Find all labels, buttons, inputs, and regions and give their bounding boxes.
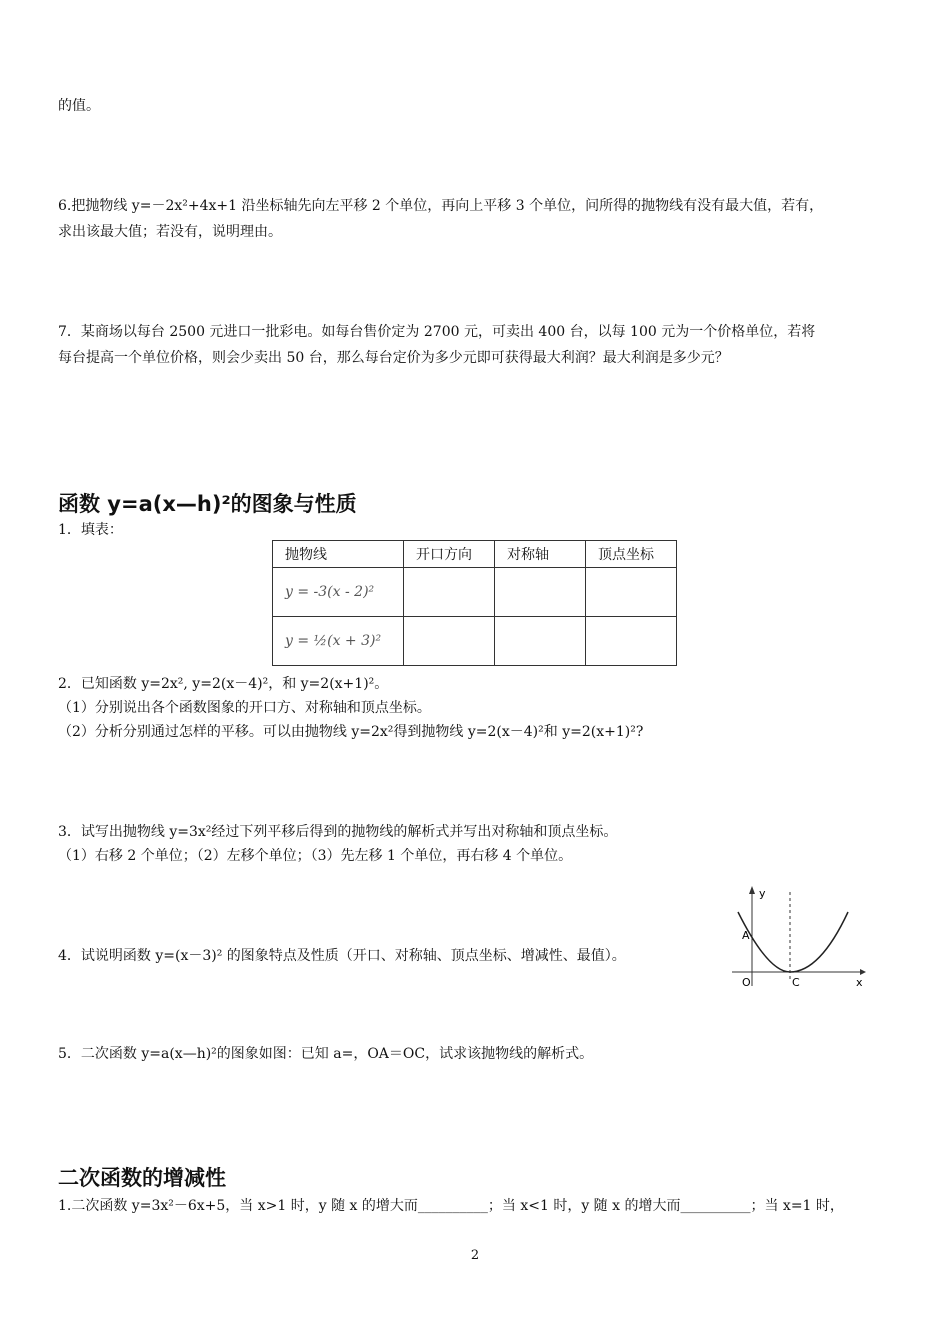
table-cell-empty[interactable] xyxy=(586,568,677,617)
label-y: y xyxy=(759,887,766,900)
label-c: C xyxy=(792,976,800,989)
table-cell-formula xyxy=(273,617,404,666)
section-2-q1: 1.二次函数 y=3x²－6x+5，当 x>1 时，y 随 x 的增大而__________；当 x<1 时，y 随 x 的增大而__________；当 x=1 时， xyxy=(58,1198,844,1214)
section-1-q5: 5．二次函数 y=a(x—h)²的图象如图：已知 a=，OA＝OC，试求该抛物线的解析式。 xyxy=(58,1046,594,1062)
label-a: A xyxy=(742,929,750,942)
table-row xyxy=(273,568,677,617)
page-number: 2 xyxy=(470,1248,480,1263)
section-2-title: 二次函数的增减性 xyxy=(58,1166,226,1190)
label-o: O xyxy=(742,976,751,989)
table-header: 顶点坐标 xyxy=(586,541,677,568)
formula-text: y = -3(x - 2)² xyxy=(285,584,375,600)
section-1-q4: 4．试说明函数 y=(x－3)² 的图象特点及性质（开口、对称轴、顶点坐标、增减性、最值）。 xyxy=(58,948,626,964)
question-6-line-2: 求出该最大值；若没有，说明理由。 xyxy=(58,224,282,240)
parabola-curve xyxy=(738,912,848,972)
formula-text: y = ½(x + 3)² xyxy=(285,633,382,649)
table-cell-formula xyxy=(273,568,404,617)
x-axis-arrow xyxy=(860,969,866,975)
section-1-q1: 1．填表： xyxy=(58,522,123,538)
parabola-graph xyxy=(728,882,868,990)
section-1-q2-a: （1）分别说出各个函数图象的开口方、对称轴和顶点坐标。 xyxy=(58,700,431,716)
section-1-q3-a: （1）右移 2 个单位；（2）左移个单位；（3）先左移 1 个单位，再右移 4 个单位。 xyxy=(58,848,573,864)
table-row xyxy=(273,617,677,666)
question-7-line-2: 每台提高一个单位价格，则会少卖出 50 台，那么每台定价为多少元即可获得最大利润？最大利润是多少元？ xyxy=(58,350,729,366)
question-6-line-1: 6.把抛物线 y=－2x²+4x+1 沿坐标轴先向左平移 2 个单位，再向上平移 3 个单位，问所得的抛物线有没有最大值，若有， xyxy=(58,198,824,214)
table-header: 抛物线 xyxy=(273,541,404,568)
fill-table xyxy=(272,540,677,666)
table-cell-empty[interactable] xyxy=(495,617,586,666)
table-header: 对称轴 xyxy=(495,541,586,568)
section-1-q2-b: （2）分析分别通过怎样的平移。可以由抛物线 y=2x²得到抛物线 y=2(x－4)²和 y=2(x+1)²? xyxy=(58,724,644,740)
section-1-q2: 2．已知函数 y=2x², y=2(x－4)²，和 y=2(x+1)²。 xyxy=(58,676,389,692)
table-cell-empty[interactable] xyxy=(586,617,677,666)
table-header: 开口方向 xyxy=(404,541,495,568)
table-header-row xyxy=(273,541,677,568)
table-cell-empty[interactable] xyxy=(404,568,495,617)
y-axis-arrow xyxy=(749,886,755,894)
label-x: x xyxy=(856,976,863,989)
line-de-zhi: 的值。 xyxy=(58,98,100,114)
question-7-line-1: 7．某商场以每台 2500 元进口一批彩电。如每台售价定为 2700 元，可卖出 400 台，以每 100 元为一个价格单位，若将 xyxy=(58,324,816,340)
section-1-q3: 3．试写出抛物线 y=3x²经过下列平移后得到的抛物线的解析式并写出对称轴和顶点坐标。 xyxy=(58,824,618,840)
section-1-title: 函数 y=a(x—h)²的图象与性质 xyxy=(58,492,357,516)
table-cell-empty[interactable] xyxy=(404,617,495,666)
table-cell-empty[interactable] xyxy=(495,568,586,617)
